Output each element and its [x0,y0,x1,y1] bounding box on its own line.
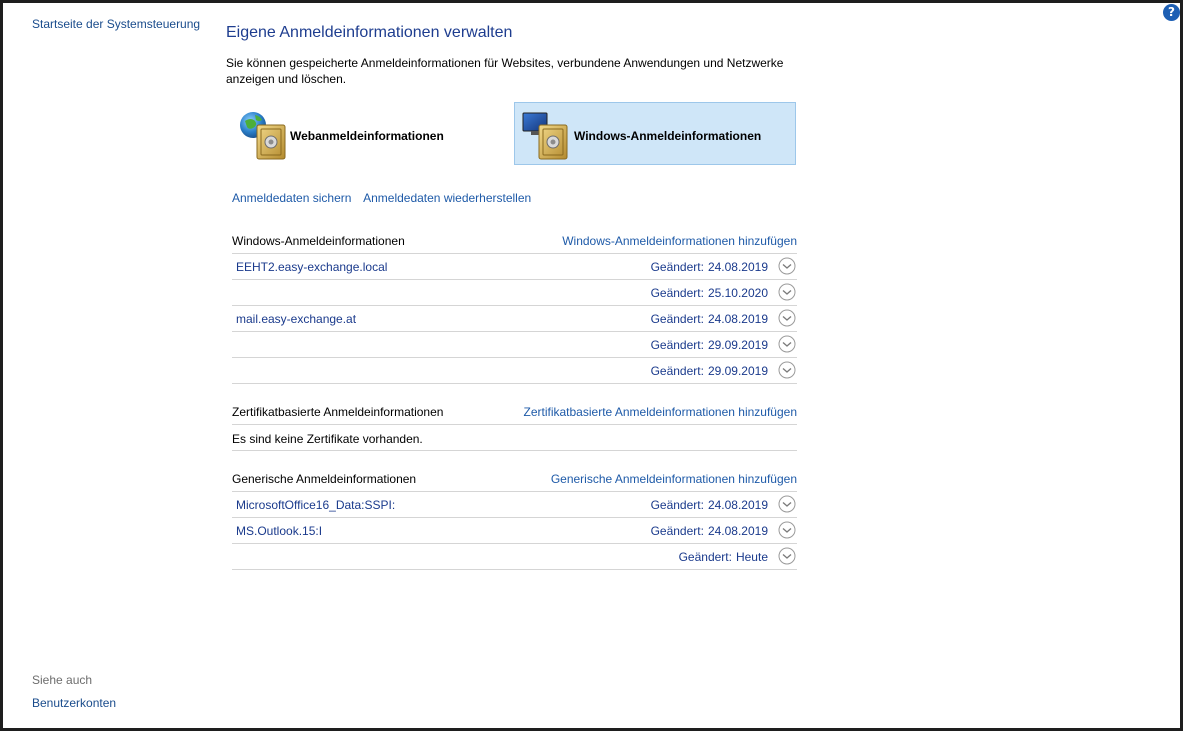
changed-label: Geändert: [650,498,704,512]
expand-chevron-icon[interactable] [778,283,796,301]
expand-chevron-icon[interactable] [778,495,796,513]
changed-date: 25.10.2020 [707,286,768,300]
changed-label: Geändert: [650,524,704,538]
windows-credentials-tile[interactable] [514,102,796,165]
backup-credentials-link[interactable]: Anmeldedaten sichern [232,191,352,205]
web-credentials-label: Webanmeldeinformationen [290,129,444,143]
web-credentials-icon [239,109,287,163]
changed-date: 29.09.2019 [707,338,768,352]
credential-name: MS.Outlook.15:I [236,524,323,538]
changed-label: Geändert: [650,312,704,326]
section-header [232,398,797,425]
changed-date: 24.08.2019 [707,260,768,274]
expand-chevron-icon[interactable] [778,335,796,353]
changed-info [651,338,768,352]
credential-row[interactable] [232,254,797,280]
credential-row[interactable] [232,306,797,332]
credential-row[interactable] [232,518,797,544]
no-certificates-row [232,425,797,451]
changed-info [651,260,768,274]
credential-name: EEHT2.easy-exchange.local [236,260,388,274]
changed-date: Heute [735,550,768,564]
windows-credentials-label: Windows-Anmeldeinformationen [574,129,762,143]
changed-info [651,286,768,300]
section-title: Zertifikatbasierte Anmeldeinformationen [232,405,444,419]
credential-row[interactable] [232,358,797,384]
expand-chevron-icon[interactable] [778,257,796,275]
changed-date: 29.09.2019 [707,364,768,378]
section-header [232,227,797,254]
web-credentials-tile[interactable] [232,102,502,165]
credential-row[interactable] [232,492,797,518]
changed-info [651,364,768,378]
windows-credentials-section [232,227,797,384]
add-generic-credential-link[interactable]: Generische Anmeldeinformationen hinzufügen [550,472,797,486]
add-certificate-credential-link[interactable]: Zertifikatbasierte Anmeldeinformationen hinzufügen [523,405,797,419]
help-icon[interactable]: ? [1163,4,1180,21]
changed-label: Geändert: [678,550,732,564]
credential-row[interactable] [232,332,797,358]
changed-label: Geändert: [650,260,704,274]
credential-row[interactable] [232,544,797,570]
expand-chevron-icon[interactable] [778,547,796,565]
changed-date: 24.08.2019 [707,524,768,538]
page-description: Sie können gespeicherte Anmeldeinformationen für Websites, verbundene Anwendungen und Netzwerke anzeigen und löschen. [226,56,784,86]
see-also-heading: Siehe auch [32,673,93,687]
user-accounts-link[interactable]: Benutzerkonten [32,696,117,710]
expand-chevron-icon[interactable] [778,361,796,379]
changed-label: Geändert: [650,286,704,300]
changed-info [651,498,768,512]
control-panel-home-link[interactable]: Startseite der Systemsteuerung [32,17,201,31]
no-certificates-text: Es sind keine Zertifikate vorhanden. [232,432,423,446]
expand-chevron-icon[interactable] [778,309,796,327]
page-title: Eigene Anmeldeinformationen verwalten [226,24,513,41]
changed-info [651,312,768,326]
changed-label: Geändert: [650,338,704,352]
credential-name: MicrosoftOffice16_Data:SSPI: [236,498,396,512]
changed-info [679,550,768,564]
add-windows-credential-link[interactable]: Windows-Anmeldeinformationen hinzufügen [562,234,797,248]
certificate-credentials-section [232,398,797,451]
credential-name: mail.easy-exchange.at [236,312,357,326]
section-title: Generische Anmeldeinformationen [232,472,417,486]
section-header [232,465,797,492]
windows-credentials-icon [521,109,569,163]
expand-chevron-icon[interactable] [778,521,796,539]
changed-info [651,524,768,538]
generic-credentials-section [232,465,797,570]
backup-restore-links [232,191,540,205]
restore-credentials-link[interactable]: Anmeldedaten wiederherstellen [363,191,532,205]
changed-date: 24.08.2019 [707,498,768,512]
changed-date: 24.08.2019 [707,312,768,326]
section-title: Windows-Anmeldeinformationen [232,234,405,248]
credential-row[interactable] [232,280,797,306]
changed-label: Geändert: [650,364,704,378]
credential-manager-window [3,3,1180,728]
